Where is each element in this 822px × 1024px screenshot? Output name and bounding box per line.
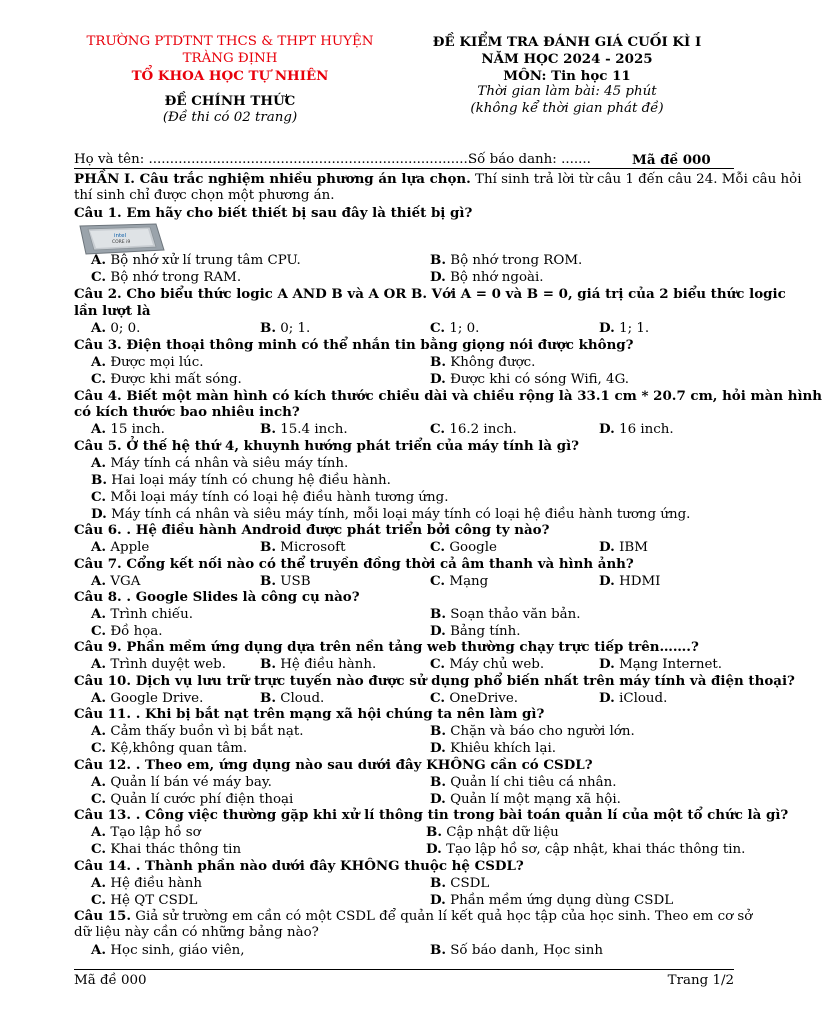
q11-option-a[interactable]: A. Cảm thấy buồn vì bị bắt nạt. (91, 723, 304, 739)
question-15 (74, 908, 753, 926)
school-year: NĂM HỌC 2024 - 2025 (481, 50, 653, 67)
q14-option-a[interactable]: A. Hệ điều hành (91, 875, 203, 891)
question-2-line2: lần lượt là (74, 303, 151, 319)
q1-option-a[interactable]: A. Bộ nhớ xử lí trung tâm CPU. (91, 252, 301, 268)
question-5: Câu 5. Ở thế hệ thứ 4, khuynh hướng phát triển của máy tính là gì? (74, 438, 580, 454)
q2-option-d[interactable]: D. 1; 1. (599, 320, 650, 336)
school-name-line2: TRÀNG ĐỊNH (182, 50, 278, 66)
q15-option-a[interactable]: A. Học sinh, giáo viên, (91, 942, 245, 958)
q12-option-b[interactable]: B. Quản lí chi tiêu cá nhân. (430, 774, 617, 790)
q7-option-d[interactable]: D. HDMI (599, 573, 661, 589)
q8-option-a[interactable]: A. Trình chiếu. (91, 606, 193, 622)
q7-option-b[interactable]: B. USB (260, 573, 311, 589)
q9-option-d[interactable]: D. Mạng Internet. (599, 656, 723, 672)
q4-option-b[interactable]: B. 15.4 inch. (260, 421, 348, 437)
q1-option-c[interactable]: C. Bộ nhớ trong RAM. (91, 269, 242, 285)
school-name-line1: TRƯỜNG PTDTNT THCS & THPT HUYỆN (86, 34, 374, 49)
q10-option-b[interactable]: B. Cloud. (260, 690, 325, 706)
q6-option-c[interactable]: C. Google (430, 539, 497, 555)
q4-option-d[interactable]: D. 16 inch. (599, 421, 674, 437)
q3-option-c[interactable]: C. Được khi mất sóng. (91, 371, 242, 387)
q10-option-d[interactable]: D. iCloud. (599, 690, 668, 706)
question-7: Câu 7. Cổng kết nối nào có thể truyền đồng thời cả âm thanh và hình ảnh? (74, 556, 634, 572)
q11-option-c[interactable]: C. Kệ,không quan tâm. (91, 740, 248, 756)
q6-option-a[interactable]: A. Apple (91, 539, 150, 555)
q3-option-d[interactable]: D. Được khi có sóng Wifi, 4G. (430, 371, 630, 387)
q15-option-b[interactable]: B. Số báo danh, Học sinh (430, 942, 603, 958)
exam-time-note: (không kể thời gian phát đề) (470, 101, 664, 117)
q5-option-a[interactable]: A. Máy tính cá nhân và siêu máy tính. (91, 455, 349, 471)
q3-option-b[interactable]: B. Không được. (430, 354, 536, 370)
q5-option-d[interactable]: D. Máy tính cá nhân và siêu máy tính, mỗi loại máy tính có loại hệ điều hành tương ứng. (91, 506, 691, 522)
footer-page-number: Trang 1/2 (667, 973, 734, 988)
question-1: Câu 1. Em hãy cho biết thiết bị sau đây là thiết bị gì? (74, 205, 473, 221)
question-4-line2: có kích thước bao nhiêu inch? (74, 404, 300, 420)
q13-option-d[interactable]: D. Tạo lập hồ sơ, cập nhật, khai thác thông tin. (426, 841, 746, 857)
question-3: Câu 3. Điện thoại thông minh có thể nhắn tin bằng giọng nói được không? (74, 337, 634, 353)
question-8: Câu 8. . Google Slides là công cụ nào? (74, 589, 360, 605)
q8-option-d[interactable]: D. Bảng tính. (430, 623, 521, 639)
q9-option-a[interactable]: A. Trình duyệt web. (91, 656, 226, 672)
question-4: Câu 4. Biết một màn hình có kích thước chiều dài và chiều rộng là 33.1 cm * 20.7 cm, hỏi màn hình (74, 388, 822, 404)
chip-line: CORE i9 (112, 240, 131, 245)
q8-option-b[interactable]: B. Soạn thảo văn bản. (430, 606, 581, 622)
q7-option-a[interactable]: A. VGA (91, 573, 141, 589)
question-6: Câu 6. . Hệ điều hành Android được phát triển bởi công ty nào? (74, 522, 550, 538)
header-divider (74, 168, 734, 169)
q4-option-c[interactable]: C. 16.2 inch. (430, 421, 517, 437)
q11-option-b[interactable]: B. Chặn và báo cho người lớn. (430, 723, 635, 739)
subject: MÔN: Tin học 11 (503, 67, 631, 84)
q2-option-b[interactable]: B. 0; 1. (260, 320, 311, 336)
q12-option-d[interactable]: D. Quản lí một mạng xã hội. (430, 791, 621, 807)
q2-option-c[interactable]: C. 1; 0. (430, 320, 480, 336)
part-instructions (74, 171, 802, 189)
q14-option-c[interactable]: C. Hệ QT CSDL (91, 892, 198, 908)
question-10: Câu 10. Dịch vụ lưu trữ trực tuyến nào được sử dụng phổ biến nhất trên máy tính và điện thoại? (74, 673, 795, 689)
q13-option-c[interactable]: C. Khai thác thông tin (91, 841, 242, 857)
q10-option-a[interactable]: A. Google Drive. (91, 690, 204, 706)
chip-brand: intel (114, 233, 127, 239)
exam-time: Thời gian làm bài: 45 phút (477, 84, 657, 100)
cpu-chip-icon (74, 222, 166, 256)
question-14: Câu 14. . Thành phần nào dưới đây KHÔNG thuộc hệ CSDL? (74, 858, 524, 874)
q7-option-c[interactable]: C. Mạng (430, 573, 489, 589)
exam-title: ĐỀ KIỂM TRA ĐÁNH GIÁ CUỐI KÌ I (432, 34, 702, 50)
q8-option-c[interactable]: C. Đồ họa. (91, 623, 163, 639)
part-label: PHẦN I. Câu trắc nghiệm nhiều phương án lựa chọn. (74, 171, 471, 187)
q11-option-d[interactable]: D. Khiêu khích lại. (430, 740, 556, 756)
question-2: Câu 2. Cho biểu thức logic A AND B và A OR B. Với A = 0 và B = 0, giá trị của 2 biểu thức logic (74, 286, 786, 302)
q6-option-b[interactable]: B. Microsoft (260, 539, 346, 555)
student-name-field: Họ và tên: ............................................................................ (74, 152, 472, 167)
q1-option-d[interactable]: D. Bộ nhớ ngoài. (430, 269, 544, 285)
question-9: Câu 9. Phần mềm ứng dụng dựa trên nền tảng web thường chạy trực tiếp trên…….? (74, 639, 699, 655)
q9-option-b[interactable]: B. Hệ điều hành. (260, 656, 377, 672)
q5-option-c[interactable]: C. Mỗi loại máy tính có loại hệ điều hành tương ứng. (91, 489, 449, 505)
footer-exam-code: Mã đề 000 (74, 973, 147, 988)
q12-option-a[interactable]: A. Quản lí bán vé máy bay. (91, 774, 272, 790)
question-13: Câu 13. . Công việc thường gặp khi xử lí thông tin trong bài toán quản lí của một tổ chức là gì? (74, 807, 789, 823)
question-15-label: Câu 15. (74, 908, 132, 924)
q9-option-c[interactable]: C. Máy chủ web. (430, 656, 545, 672)
footer-divider (74, 969, 734, 970)
question-15-line2: dữ liệu này cần có những bảng nào? (74, 925, 319, 940)
q10-option-c[interactable]: C. OneDrive. (430, 690, 519, 706)
q14-option-d[interactable]: D. Phần mềm ứng dụng dùng CSDL (430, 892, 674, 908)
cpu-chip-image (74, 222, 166, 256)
question-11: Câu 11. . Khi bị bắt nạt trên mạng xã hội chúng ta nên làm gì? (74, 706, 545, 722)
part-text-line2: thí sinh chỉ được chọn một phương án. (74, 188, 335, 203)
q5-option-b[interactable]: B. Hai loại máy tính có chung hệ điều hành. (91, 472, 391, 488)
q6-option-d[interactable]: D. IBM (599, 539, 648, 555)
question-15-text: Giả sử trường em cần có một CSDL để quản lí kết quả học tập của học sinh. Theo em cơ sở (131, 909, 753, 924)
q12-option-c[interactable]: C. Quản lí cước phí điện thoại (91, 791, 294, 807)
official-label: ĐỀ CHÍNH THỨC (164, 93, 296, 110)
school-header (70, 34, 390, 127)
department-name: TỔ KHOA HỌC TỰ NHIÊN (131, 67, 329, 84)
q2-option-a[interactable]: A. 0; 0. (91, 320, 141, 336)
question-12: Câu 12. . Theo em, ứng dụng nào sau dưới đây KHÔNG cần có CSDL? (74, 757, 593, 773)
q3-option-a[interactable]: A. Được mọi lúc. (91, 354, 204, 370)
q14-option-b[interactable]: B. CSDL (430, 875, 490, 891)
q13-option-a[interactable]: A. Tạo lập hồ sơ (91, 824, 201, 840)
pages-note: (Đề thi có 02 trang) (162, 110, 298, 126)
exam-header (422, 34, 712, 118)
q1-option-b[interactable]: B. Bộ nhớ trong ROM. (430, 252, 583, 268)
student-id-field: Số báo danh: ....... (468, 152, 591, 167)
q4-option-a[interactable]: A. 15 inch. (91, 421, 165, 437)
q13-option-b[interactable]: B. Cập nhật dữ liệu (426, 824, 559, 840)
exam-code: Mã đề 000 (632, 152, 711, 168)
part-text: Thí sinh trả lời từ câu 1 đến câu 24. Mỗi câu hỏi (470, 172, 802, 187)
